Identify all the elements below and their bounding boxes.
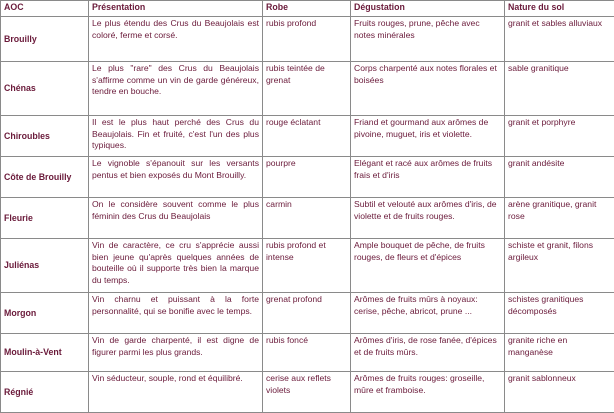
cell-sol: arène granitique, granit rose (505, 198, 614, 239)
cell-presentation: Le vignoble s'épanouit sur les versants pentus et bien exposés du Mont Brouilly. (89, 157, 263, 198)
cell-degustation: Fruits rouges, prune, pêche avec notes minérales (351, 17, 505, 62)
cell-sol: granit andésite (505, 157, 614, 198)
cell-degustation: Corps charpenté aux notes florales et boisées (351, 62, 505, 116)
header-row (1, 1, 614, 17)
cell-robe: rubis profond et intense (263, 239, 351, 293)
header-robe: Robe (263, 1, 351, 17)
cell-robe: rouge éclatant (263, 116, 351, 157)
cell-aoc: Fleurie (1, 198, 89, 239)
cell-aoc: Chénas (1, 62, 89, 116)
cell-robe: pourpre (263, 157, 351, 198)
cell-presentation: Le plus étendu des Crus du Beaujolais est coloré, ferme et corsé. (89, 17, 263, 62)
cell-degustation: Elégant et racé aux arômes de fruits frais et d'iris (351, 157, 505, 198)
cell-sol: granit et porphyre (505, 116, 614, 157)
cell-aoc: Morgon (1, 293, 89, 334)
table-row (1, 198, 614, 239)
cell-aoc: Chiroubles (1, 116, 89, 157)
cell-robe: cerise aux reflets violets (263, 372, 351, 413)
table-row (1, 334, 614, 372)
cell-degustation: Ample bouquet de pêche, de fruits rouges, de fleurs et d'épices (351, 239, 505, 293)
cell-degustation: Arômes de fruits mûrs à noyaux: cerise, pêche, abricot, prune ... (351, 293, 505, 334)
header-degustation: Dégustation (351, 1, 505, 17)
table-row (1, 157, 614, 198)
cell-sol: schiste et granit, filons argileux (505, 239, 614, 293)
table-row (1, 62, 614, 116)
cell-robe: rubis foncé (263, 334, 351, 372)
cell-robe: rubis profond (263, 17, 351, 62)
header-sol: Nature du sol (505, 1, 614, 17)
cell-degustation: Arômes de fruits rouges: groseille, mûre et framboise. (351, 372, 505, 413)
table-row (1, 116, 614, 157)
cell-presentation: On le considère souvent comme le plus féminin des Crus du Beaujolais (89, 198, 263, 239)
header-aoc: AOC (1, 1, 89, 17)
cell-sol: schistes granitiques décomposés (505, 293, 614, 334)
cell-robe: rubis teintée de grenat (263, 62, 351, 116)
cell-degustation: Arômes d'iris, de rose fanée, d'épices et de fruits mûrs. (351, 334, 505, 372)
cell-presentation: Vin de caractère, ce cru s'apprécie aussi bien jeune qu'après quelques années de bouteille où il supporte très bien la marque du temps. (89, 239, 263, 293)
cell-aoc: Juliénas (1, 239, 89, 293)
cell-sol: sable granitique (505, 62, 614, 116)
cell-degustation: Subtil et velouté aux arômes d'iris, de violette et de fruits rouges. (351, 198, 505, 239)
cell-sol: granit et sables alluviaux (505, 17, 614, 62)
cell-robe: carmin (263, 198, 351, 239)
cell-presentation: Il est le plus haut perché des Crus du Beaujolais. Fin et fruité, c'est l'un des plus typiques. (89, 116, 263, 157)
table-row (1, 239, 614, 293)
table-row (1, 293, 614, 334)
cell-presentation: Vin de garde charpenté, il est digne de figurer parmi les plus grands. (89, 334, 263, 372)
cell-presentation: Vin séducteur, souple, rond et équilibré. (89, 372, 263, 413)
cell-presentation: Le plus "rare" des Crus du Beaujolais s'affirme comme un vin de garde généreux, tendre en bouche. (89, 62, 263, 116)
cell-sol: granite riche en manganèse (505, 334, 614, 372)
cell-aoc: Régnié (1, 372, 89, 413)
cell-aoc: Moulin-à-Vent (1, 334, 89, 372)
cell-presentation: Vin charnu et puissant à la forte personnalité, qui se bonifie avec le temps. (89, 293, 263, 334)
cell-degustation: Friand et gourmand aux arômes de pivoine, muguet, iris et violette. (351, 116, 505, 157)
header-presentation: Présentation (89, 1, 263, 17)
cell-aoc: Brouilly (1, 17, 89, 62)
cell-robe: grenat profond (263, 293, 351, 334)
table-row (1, 17, 614, 62)
cell-aoc: Côte de Brouilly (1, 157, 89, 198)
cell-sol: granit sablonneux (505, 372, 614, 413)
table-row (1, 372, 614, 413)
